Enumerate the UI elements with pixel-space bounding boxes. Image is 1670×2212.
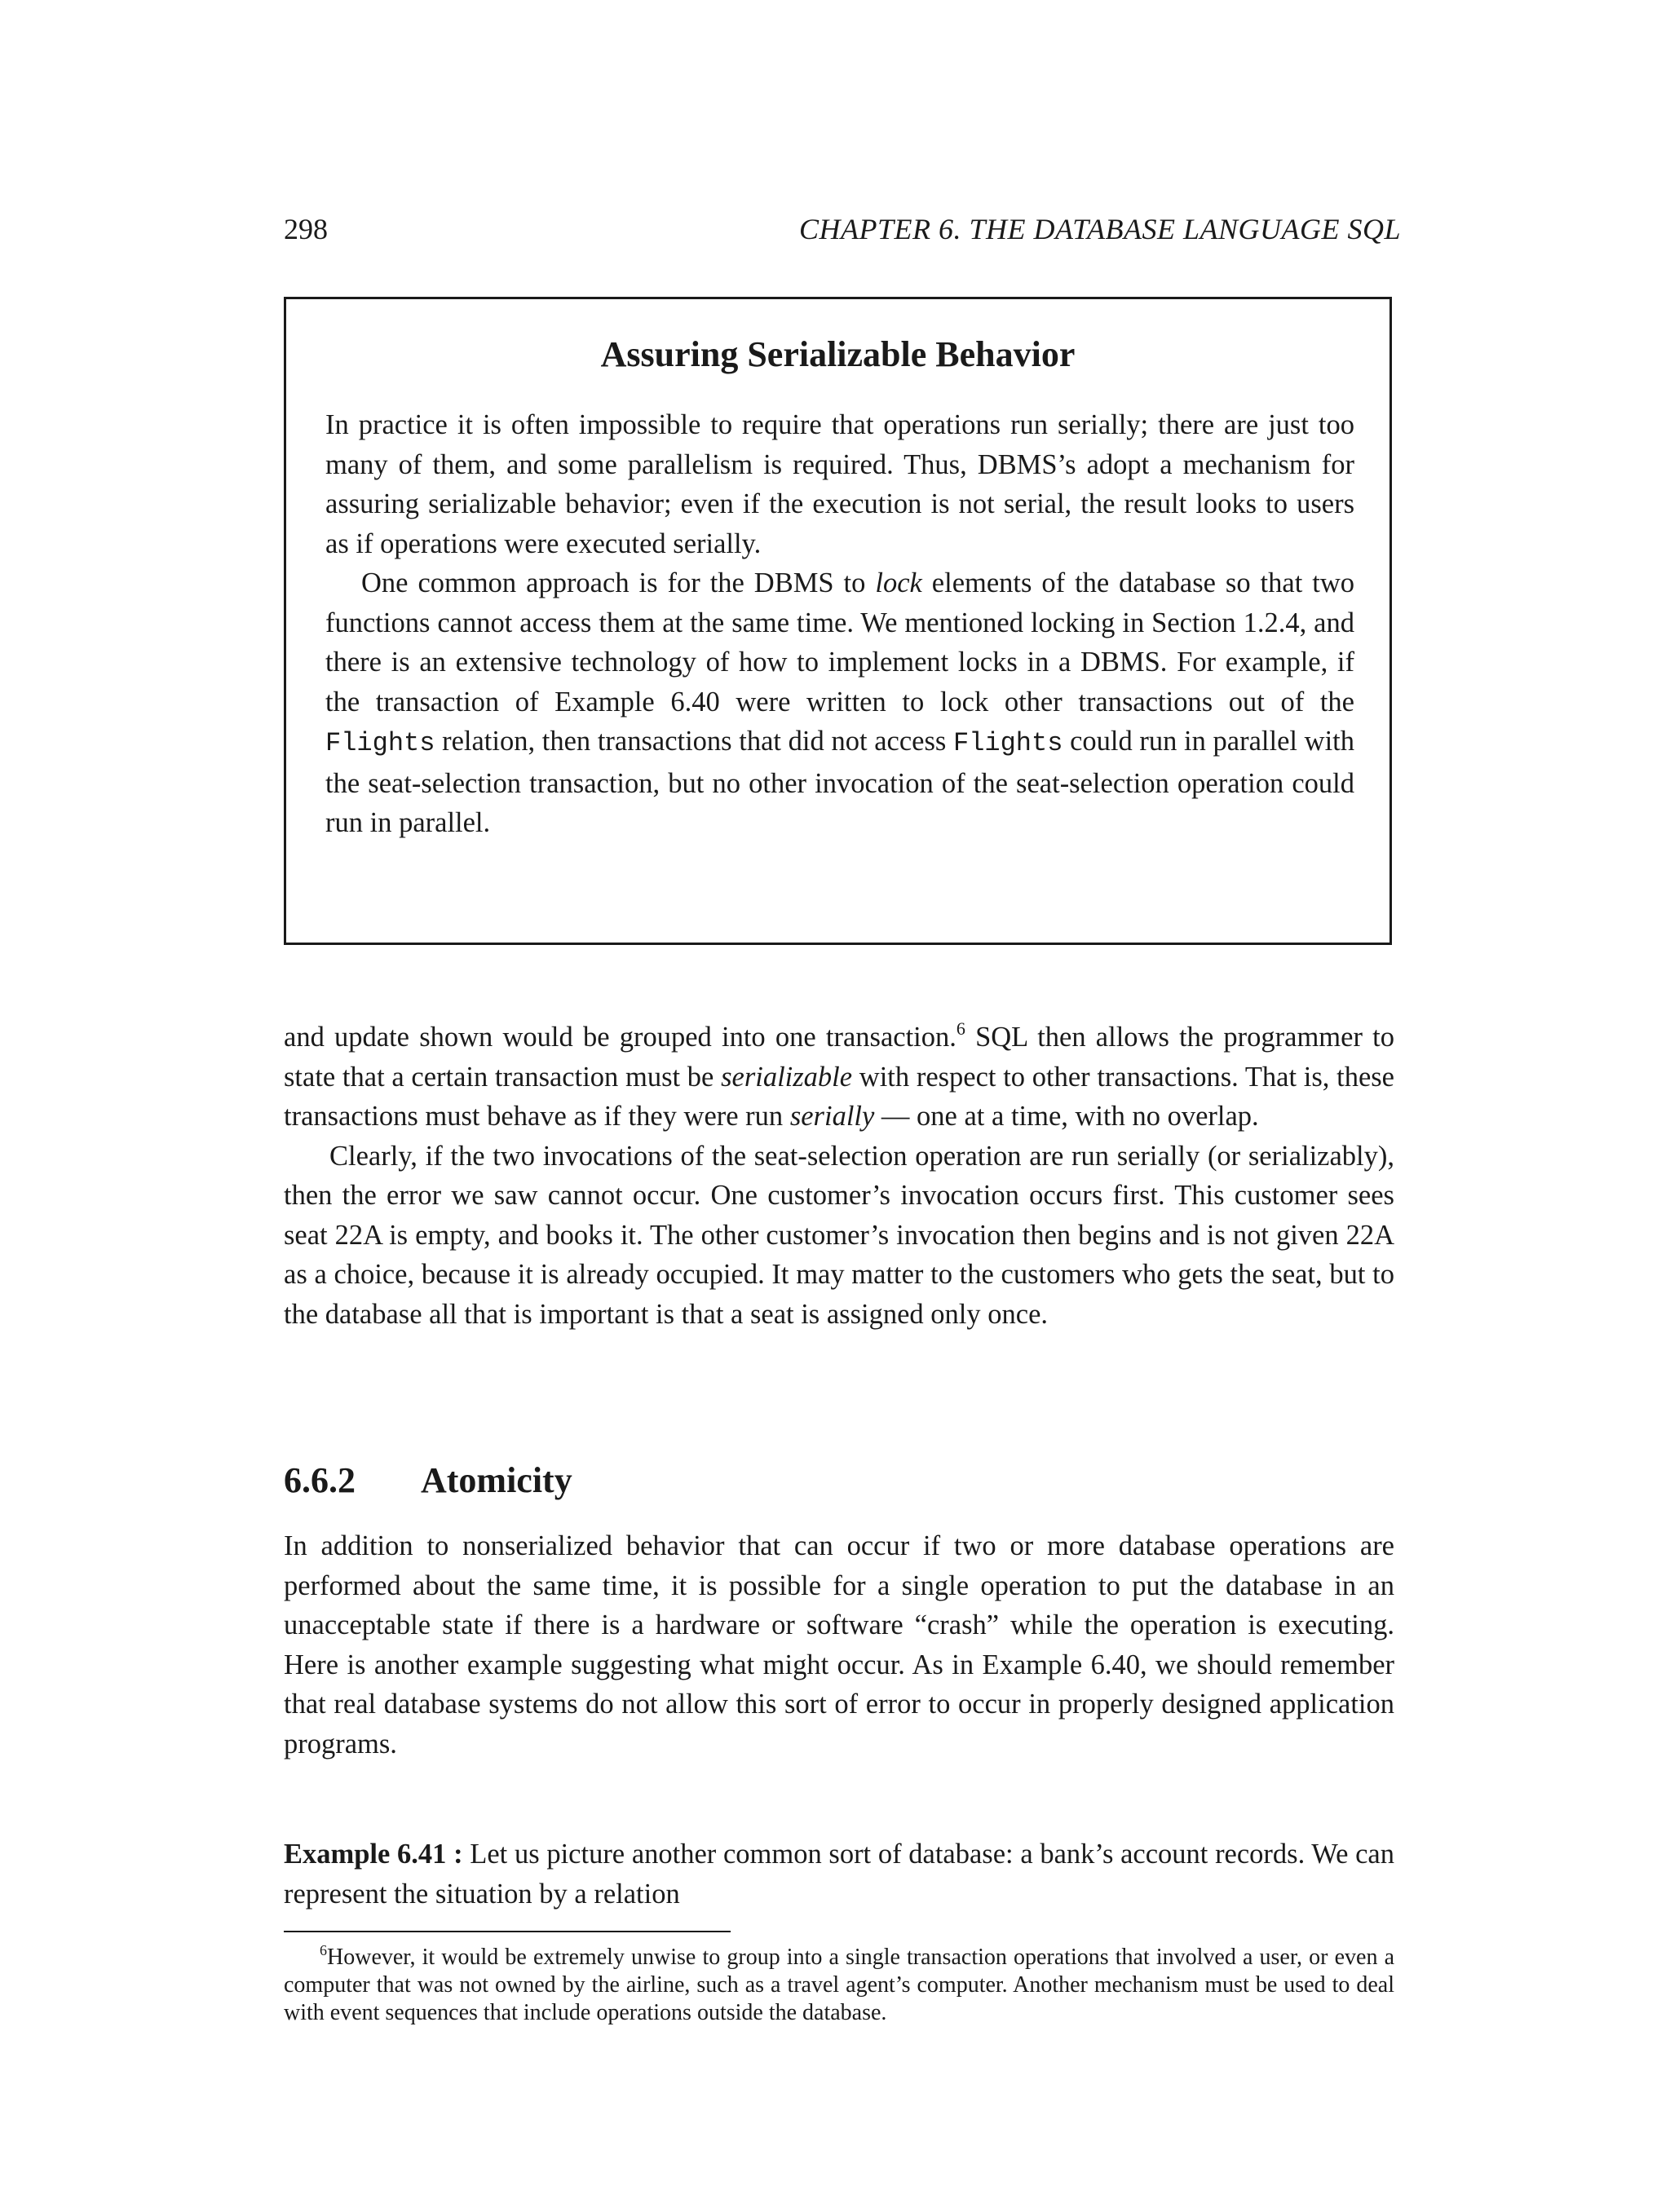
page-number: 298 [284,213,328,245]
code-flights: Flights [952,728,1063,758]
page-header [284,209,1401,249]
running-title: CHAPTER 6. THE DATABASE LANGUAGE SQL [799,213,1401,245]
sidebar-paragraph-1: In practice it is often impossible to require that operations run serially; there are just too many of them, and some parallelism is required. Thus, DBMS’s adopt a mechanism for assuring serializable behavior; even if the execution is not serial, the result looks to users as if operations were executed serially. [325,409,1354,559]
section-heading [284,1458,572,1503]
section-paragraph: In addition to nonserialized behavior that can occur if two or more database operations are performed about the same time, it is possible for a single operation to put the database in an unacceptable state if there is a hardware or software “crash” while the operation is executing. Here is another example suggesting what might occur. As in Example 6.40, we should remember that real database systems do not allow this sort of error to occur in properly designed application programs. [284,1530,1394,1759]
emphasis-lock: lock [875,567,922,598]
emphasis-serially: serially [789,1101,875,1132]
sidebar-box [284,297,1392,945]
footnote-divider [284,1931,731,1932]
footnote-text: However, it would be extremely unwise to group into a single transaction operations that involved a user, or even a computer that was not owned by the airline, such as a travel agent’s computer. Another mechanism must be used to deal with event sequences that include operations outside the database. [284,1945,1394,2025]
body-text [284,1018,1394,1334]
section-text [284,1526,1394,1764]
sidebar-paragraph-2: One common approach is for the DBMS to lock elements of the database so that two functions cannot access them at the same time. We mentioned locking in Section 1.2.4, and there is an extensive technology of how to implement locks in a DBMS. For example, if the transaction of Example 6.40 were written to lock other transactions out of the Flights relation, then transactions that did not access Flights could run in parallel with the seat-selection transaction, but no other invocation of the seat-selection operation could run in parallel. [325,567,1354,838]
footnote-mark: 6 [320,1942,327,1958]
example-paragraph [284,1835,1394,1914]
sidebar-box-title: Assuring Serializable Behavior [600,334,1076,374]
footnote-paragraph [284,1944,1394,2027]
section-number: 6.6.2 [284,1460,356,1500]
section-title: Atomicity [421,1460,572,1500]
footnote-reference: 6 [956,1018,965,1039]
example-block [284,1835,1394,1914]
footnote [284,1944,1394,2027]
code-flights: Flights [325,728,435,758]
example-text: Let us picture another common sort of database: a bank’s account records. We can represent the situation by a relation [284,1839,1394,1910]
sidebar-box-text [325,405,1354,843]
example-label: Example 6.41 : [284,1839,463,1870]
body-paragraph-1: and update shown would be grouped into one transaction.$^6$ SQL then allows the programmer to state that a certain transaction must be serializable with respect to other transactions. That is, these transactions must behave as if they were run serially — one at a time, with no overlap. [284,1018,1394,1132]
emphasis-serializable: serializable [721,1061,853,1093]
body-paragraph-2: Clearly, if the two invocations of the seat-selection operation are run serially (or serializably), then the error we saw cannot occur. One customer’s invocation occurs first. This customer sees seat 22A is empty, and books it. The other customer’s invocation then begins and is not given 22A as a choice, because it is already occupied. It may matter to the customers who gets the seat, but to the database all that is important is that a seat is assigned only once. [284,1140,1394,1330]
